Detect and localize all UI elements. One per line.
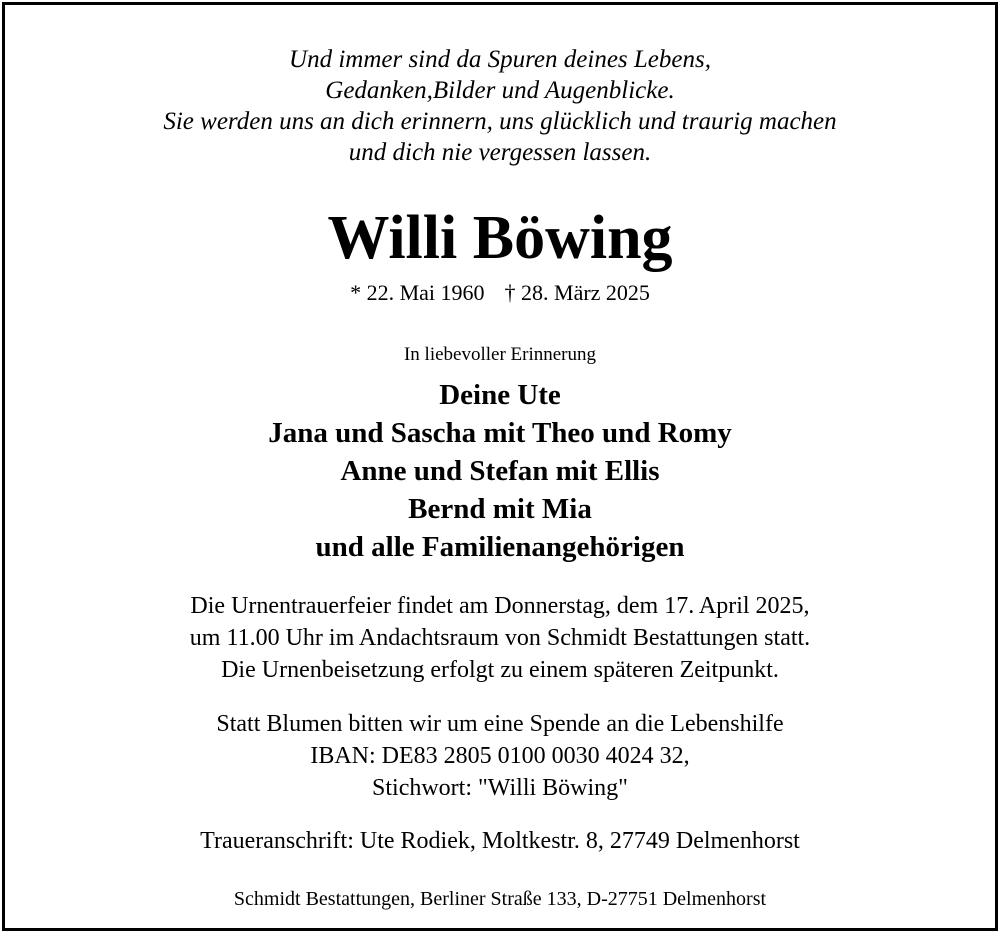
donation-iban: IBAN: DE83 2805 0100 0030 4024 32, [310, 743, 690, 769]
mourning-address: Traueranschrift: Ute Rodiek, Moltkestr. 8, 27749 Delmenhorst [200, 828, 800, 854]
verse-line: und dich nie vergessen lassen. [348, 139, 652, 166]
verse-line: Sie werden uns an dich erinnern, uns glücklich und traurig machen [163, 108, 837, 135]
undertaker-address: Schmidt Bestattungen, Berliner Straße 133, D-27751 Delmenhorst [233, 888, 767, 910]
ceremony-line: Die Urnenbeisetzung erfolgt zu einem späteren Zeitpunkt. [221, 657, 779, 683]
remembrance-intro: In liebevoller Erinnerung [403, 344, 597, 365]
donation-line: Statt Blumen bitten wir um eine Spende an die Lebenshilfe [216, 711, 784, 737]
mourners-list [0, 376, 1000, 566]
death-date: † 28. März 2025 [504, 280, 650, 305]
donation-keyword: Stichwort: "Willi Böwing" [372, 775, 628, 801]
memorial-verse [0, 44, 1000, 168]
verse-line: Und immer sind da Spuren deines Lebens, [289, 46, 711, 73]
mourner-line: Bernd mit Mia [408, 493, 592, 525]
donation-info [0, 708, 1000, 804]
ceremony-info [0, 590, 1000, 686]
birth-date: * 22. Mai 1960 [350, 280, 485, 305]
mourner-line: Jana und Sascha mit Theo und Romy [268, 417, 732, 449]
verse-line: Gedanken,Bilder und Augenblicke. [325, 77, 675, 104]
mourner-line: Anne und Stefan mit Ellis [340, 455, 660, 487]
ceremony-line: um 11.00 Uhr im Andachtsraum von Schmidt Bestattungen statt. [189, 625, 811, 651]
life-dates [0, 279, 1000, 307]
mourner-line: Deine Ute [439, 379, 561, 411]
mourner-line: und alle Familienangehörigen [315, 531, 685, 563]
ceremony-line: Die Urnentrauerfeier findet am Donnerstag, dem 17. April 2025, [190, 593, 810, 619]
deceased-name: Willi Böwing [327, 204, 673, 272]
